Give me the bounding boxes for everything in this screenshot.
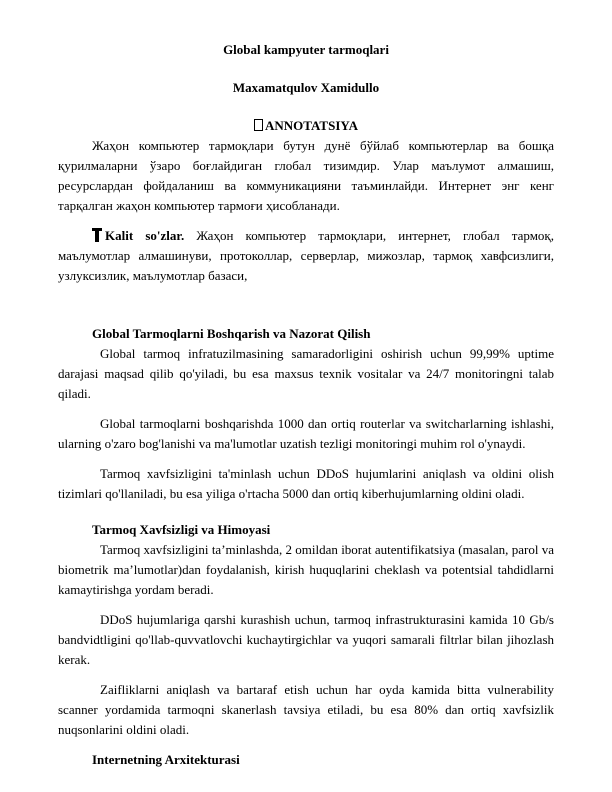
section-paragraph: DDoS hujumlariga qarshi kurashish uchun, tarmoq infrastrukturasini kamida 10 Gb/s bandvidtligini qo'llab-quvvatlovchi kuchaytirgichlar va yuqori samarali filtrlar bilan jihozlash kerak. bbox=[58, 612, 554, 667]
section-paragraph: Global tarmoqlarni boshqarishda 1000 dan ortiq routerlar va switcharlarning ishlashi, ularning o'zaro bog'lanishi va ma'lumotlar uzatish tezligi monitoringi muhim rol o'ynaydi. bbox=[58, 416, 554, 451]
keywords-paragraph bbox=[58, 226, 554, 286]
section-heading: Global Tarmoqlarni Boshqarish va Nazorat Qilish bbox=[92, 326, 371, 341]
section-paragraph: Global tarmoq infratuzilmasining samaradorligini oshirish uchun 99,99% uptime darajasi maqsad qilib qo'yiladi, bu esa maxsus texnik vositalar va 24/7 monitoringni talab qiladi. bbox=[58, 346, 554, 401]
section-paragraph: Tarmoq xavfsizligini ta'minlash uchun DDoS hujumlarini aniqlash va oldini olish tizimlari qo'llaniladi, bu esa yiliga o'rtacha 5000 dan ortiq kiberhujumlarning oldini oladi. bbox=[58, 466, 554, 501]
section-paragraph: Tarmoq xavfsizligini ta’minlashda, 2 omildan iborat autentifikatsiya (masalan, parol va biometrik ma’lumotlar)dan foydalanish, kirish huquqlarini cheklash va potentsial tahdidlarni kamaytirishga yordam beradi. bbox=[58, 542, 554, 597]
section-heading: Internetning Arxitekturasi bbox=[92, 752, 240, 767]
pin-icon bbox=[92, 228, 102, 242]
paper-author: Maxamatqulov Xamidullo bbox=[232, 80, 380, 95]
section-paragraph: Zaifliklarni aniqlash va bartaraf etish uchun har oyda kamida bitta vulnerability scanner yordamida tarmoqni skanerlash tavsiya etiladi, bu esa 80% dan ortiq xavfsizlik nuqsonlarini oldini oladi. bbox=[58, 682, 554, 737]
section-heading: Tarmoq Xavfsizligi va Himoyasi bbox=[92, 522, 271, 537]
annotation-heading bbox=[58, 116, 554, 136]
paper-title: Global kampyuter tarmoqlari bbox=[223, 42, 389, 57]
keywords-label: Kalit so'zlar. bbox=[105, 228, 185, 243]
keywords-text: Жаҳон компьютер тармоқлари, интернет, глобал тармоқ, маълумотлар алмашинуви, протоколлар, серверлар, мижозлар, тармоқ хавфсизлиги, узлуксизлик, маълумотлар базаси, bbox=[58, 228, 554, 283]
annotation-heading-text: ANNOTATSIYA bbox=[265, 118, 358, 133]
missing-glyph-icon bbox=[254, 119, 263, 131]
annotation-body: Жаҳон компьютер тармоқлари бутун дунё бўйлаб компьютерлар ва бошқа қурилмаларни ўзаро боғлайдиган глобал тизимдир. Улар маълумот алмашиш, ресурслардан фойдаланиш ва коммуникацияни таъминлайди. Интернет энг кенг тарқалган жаҳон компьютер тармоғи ҳисобланади. bbox=[58, 138, 554, 213]
